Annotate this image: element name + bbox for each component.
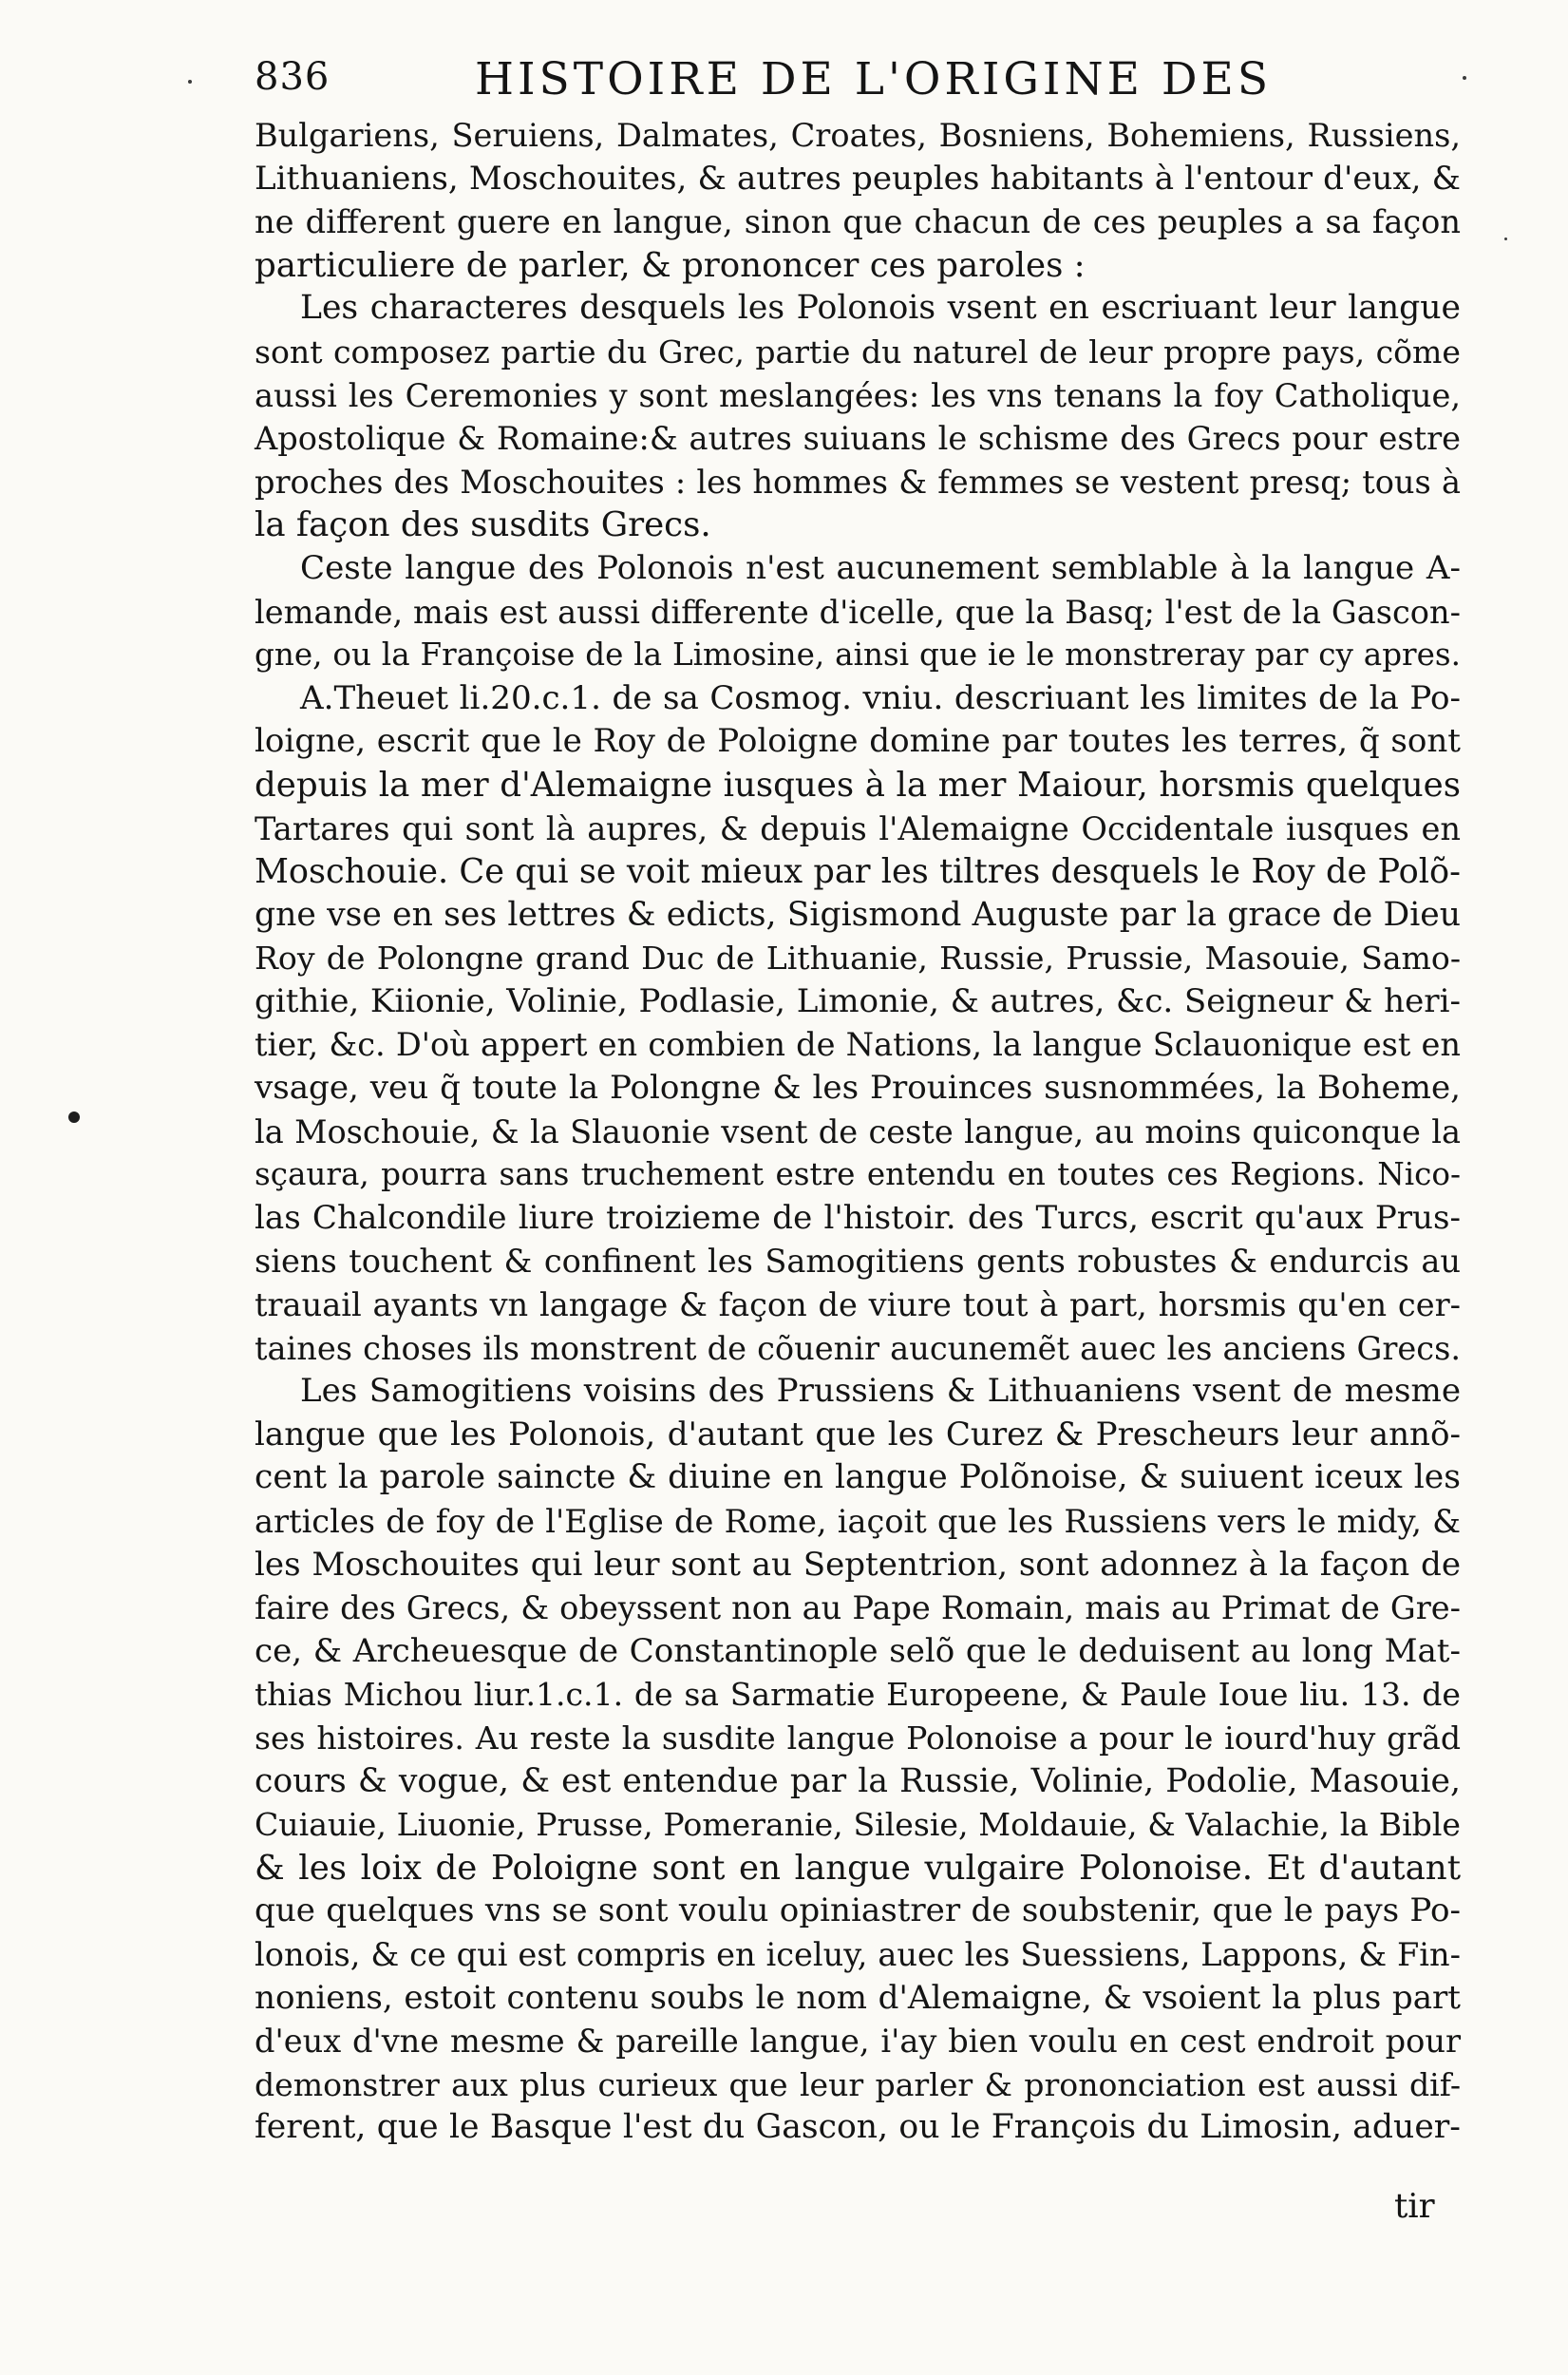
page-header [255,53,1480,110]
text-line: A.Theuet li.20.c.1. de sa Cosmog. vniu. descriuant les limites de la Po- [300,678,1461,717]
text-line: faire des Grecs, & obeyssent non au Pape Romain, mais au Primat de Gre- [255,1589,1461,1627]
text-line: sçaura, pourra sans truchement estre entendu en toutes ces Regions. Nico- [255,1156,1461,1193]
text-line: lonois, & ce qui est compris en iceluy, auec les Suessiens, Lappons, & Fin- [255,1935,1461,1973]
text-line: Tartares qui sont là aupres, & depuis l'Alemaigne Occidentale iusques en [255,809,1461,847]
text-line: sont composez partie du Grec, partie du naturel de leur propre pays, cõme [255,332,1461,370]
text-line: aussi les Ceremonies y sont meslangées: les vns tenans la foy Catholique, [255,376,1461,414]
text-line: demonstrer aux plus curieux que leur parler & prononciation est aussi dif- [255,2065,1461,2103]
text-line: Moschouie. Ce qui se voit mieux par les tiltres desquels le Roy de Polõ- [255,852,1461,892]
text-line: noniens, estoit contenu soubs le nom d'Alemaigne, & vsoient la plus part [255,1978,1461,2017]
text-line: loigne, escrit que le Roy de Poloigne domine par toutes les terres, q̃ sont [255,722,1461,761]
margin-ink-dot [68,1112,80,1123]
text-line: taines choses ils monstrent de cõuenir aucunemẽt auec les anciens Grecs. [255,1329,1461,1367]
text-line: Lithuaniens, Moschouites, & autres peuples habitants à l'entour d'eux, & [255,159,1461,198]
ink-speck [188,80,192,84]
text-line: tier, &c. D'où appert en combien de Nations, la langue Sclauonique est en [255,1026,1461,1064]
text-line: las Chalcondile liure troizieme de l'histoir. des Turcs, escrit qu'aux Prus- [255,1198,1461,1237]
text-line: depuis la mer d'Alemaigne iusques à la mer Maiour, horsmis quelques [255,765,1461,805]
text-line: ne different guere en langue, sinon que chacun de ces peuples a sa façon [255,203,1461,241]
ink-speck [1463,76,1466,80]
catchword: tir [1394,2187,1435,2226]
text-line: la Moschouie, & la Slauonie vsent de ceste langue, au moins quiconque la [255,1112,1461,1150]
page-number: 836 [255,55,331,99]
text-line: vsage, veu q̃ toute la Polongne & les Prouinces susnommées, la Boheme, [255,1069,1461,1108]
text-line: Apostolique & Romaine:& autres suiuans le schisme des Grecs pour estre [255,420,1461,458]
text-line: Bulgariens, Seruiens, Dalmates, Croates, Bosniens, Bohemiens, Russiens, [255,117,1461,154]
text-line: articles de foy de l'Eglise de Rome, iaçoit que les Russiens vers le midy, & [255,1503,1461,1540]
text-line: langue que les Polonois, d'autant que les Curez & Prescheurs leur annõ- [255,1415,1461,1454]
text-line: cours & vogue, & est entendue par la Russie, Volinie, Podolie, Masouie, [255,1761,1461,1800]
text-line: siens touchent & confinent les Samogitiens gents robustes & endurcis au [255,1243,1461,1281]
text-line: gne vse en ses lettres & edicts, Sigismond Auguste par la grace de Dieu [255,895,1461,934]
text-line: Les characteres desquels les Polonois vsent en escriuant leur langue [300,289,1461,328]
text-line: ferent, que le Basque l'est du Gascon, ou le François du Limosin, aduer- [255,2108,1461,2147]
text-line: particuliere de parler, & prononcer ces paroles : [255,245,1086,285]
text-line: proches des Moschouites : les hommes & femmes se vestent presq; tous à [255,463,1461,501]
text-line: d'eux d'vne mesme & pareille langue, i'ay bien voulu en cest endroit pour [255,2023,1461,2061]
text-line: Cuiauie, Liuonie, Prusse, Pomeranie, Silesie, Moldauie, & Valachie, la Bible [255,1806,1461,1844]
text-line: la façon des susdits Grecs. [255,505,711,545]
text-line: Roy de Polongne grand Duc de Lithuanie, Russie, Prussie, Masouie, Samo- [255,940,1461,978]
text-line: cent la parole saincte & diuine en langue Polõnoise, & suiuent iceux les [255,1458,1461,1497]
running-head: HISTOIRE DE L'ORIGINE DES [475,53,1273,105]
text-line: Ceste langue des Polonois n'est aucunement semblable à la langue A- [300,548,1461,587]
text-line: trauail ayants vn langage & façon de viure tout à part, horsmis qu'en cer- [255,1286,1461,1324]
text-line: les Moschouites qui leur sont au Septentrion, sont adonnez à la façon de [255,1545,1461,1584]
text-line: & les loix de Poloigne sont en langue vulgaire Polonoise. Et d'autant [255,1848,1461,1888]
text-line: gne, ou la Françoise de la Limosine, ainsi que ie le monstreray par cy apres. [255,636,1461,674]
text-line: thias Michou liur.1.c.1. de sa Sarmatie Europeene, & Paule Ioue liu. 13. de [255,1676,1461,1714]
text-line: ce, & Archeuesque de Constantinople selõ que le deduisent au long Mat- [255,1631,1461,1670]
text-line: lemande, mais est aussi differente d'icelle, que la Basq; l'est de la Gascon- [255,593,1461,631]
text-line: ses histoires. Au reste la susdite langue Polonoise a pour le iourd'huy grãd [255,1719,1461,1757]
body-text [255,114,1461,2150]
text-line: que quelques vns se sont voulu opiniastrer de soubstenir, que le pays Po- [255,1891,1461,1930]
ink-speck [1504,238,1507,240]
text-line: Les Samogitiens voisins des Prussiens & Lithuaniens vsent de mesme [300,1372,1461,1411]
text-line: githie, Kiionie, Volinie, Podlasie, Limonie, & autres, &c. Seigneur & heri- [255,981,1461,1020]
